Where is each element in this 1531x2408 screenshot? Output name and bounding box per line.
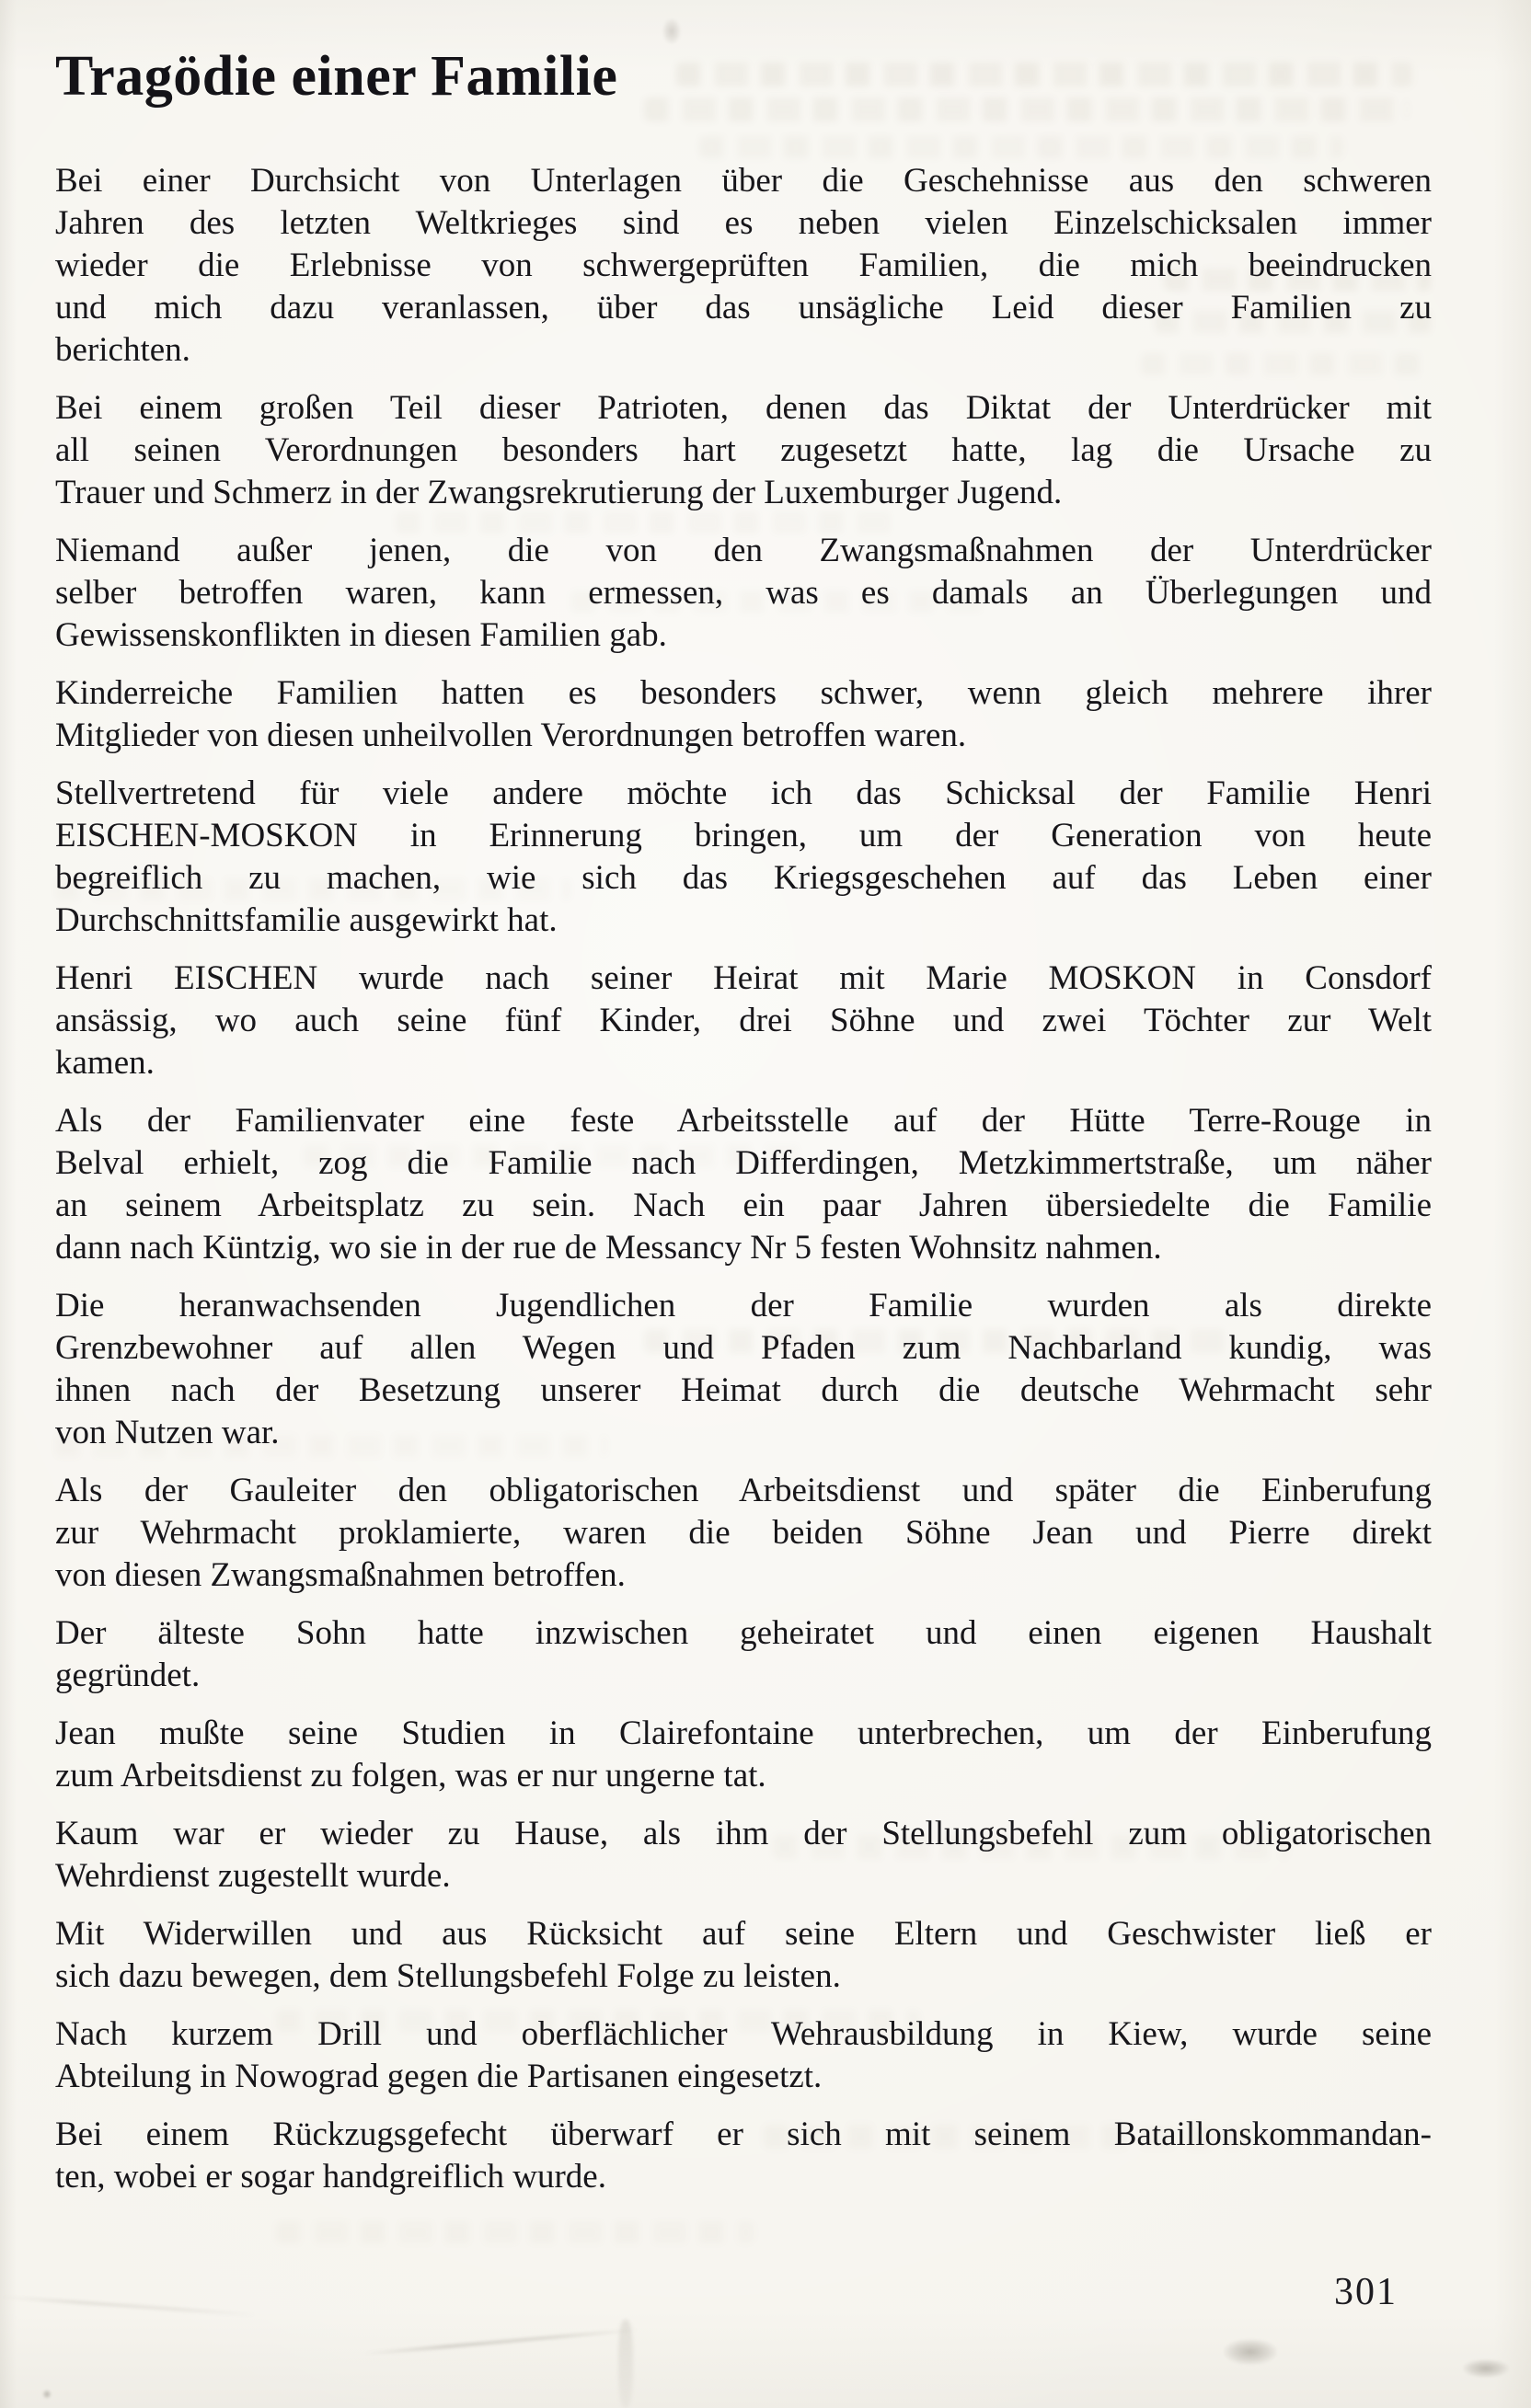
crease-mark xyxy=(0,2295,258,2317)
paragraph xyxy=(55,1913,1432,1998)
text-line: Niemand außer jenen, die von den Zwangsmaßnahmen der Unterdrücker xyxy=(55,532,1432,569)
text-line: Stellvertretend für viele andere möchte ich das Schicksal der Familie Henri xyxy=(55,774,1432,812)
paragraph xyxy=(55,1470,1432,1597)
paragraph xyxy=(55,1285,1432,1454)
text-line: Jean mußte seine Studien in Clairefontaine unterbrechen, um der Einberufung xyxy=(55,1714,1432,1752)
text-line: Der älteste Sohn hatte inzwischen geheiratet und einen eigenen Haushalt xyxy=(55,1614,1432,1652)
bleed-through-artifact xyxy=(276,2221,754,2243)
text-line: zur Wehrmacht proklamierte, waren die beiden Söhne Jean und Pierre direkt xyxy=(55,1514,1432,1552)
page-number: 301 xyxy=(1334,2271,1398,2313)
text-line: gegründet. xyxy=(55,1657,201,1694)
paragraph xyxy=(55,957,1432,1084)
text-line: zum Arbeitsdienst zu folgen, was er nur ungerne tat. xyxy=(55,1757,766,1795)
text-line: EISCHEN-MOSKON in Erinnerung bringen, um der Generation von heute xyxy=(55,817,1432,854)
text-line: Als der Gauleiter den obligatorischen Arbeitsdienst und später die Einberufung xyxy=(55,1472,1432,1509)
text-line: wieder die Erlebnisse von schwergeprüften Familien, die mich beeindrucken xyxy=(55,247,1432,284)
paragraph xyxy=(55,1713,1432,1797)
text-line: Kinderreiche Familien hatten es besonders schwer, wenn gleich mehrere ihrer xyxy=(55,674,1432,712)
text-line: Gewissenskonflikten in diesen Familien gab. xyxy=(55,616,667,654)
paragraph xyxy=(55,1612,1432,1697)
text-line: berichten. xyxy=(55,331,190,369)
text-line: sich dazu bewegen, dem Stellungsbefehl Folge zu leisten. xyxy=(55,1957,841,1995)
text-line: von Nutzen war. xyxy=(55,1414,280,1451)
smudge-mark xyxy=(662,18,681,44)
text-line: dann nach Küntzig, wo sie in der rue de Messancy Nr 5 festen Wohnsitz nahmen. xyxy=(55,1229,1162,1267)
text-line: ten, wobei er sogar handgreiflich wurde. xyxy=(55,2158,606,2196)
text-line: begreiflich zu machen, wie sich das Kriegsgeschehen auf das Leben einer xyxy=(55,859,1432,897)
paragraph xyxy=(55,530,1432,657)
paragraph xyxy=(55,1100,1432,1269)
paragraph xyxy=(55,2114,1432,2198)
text-line: Jahren des letzten Weltkrieges sind es neben vielen Einzelschicksalen immer xyxy=(55,204,1432,242)
text-line: von diesen Zwangsmaßnahmen betroffen. xyxy=(55,1556,626,1594)
pencil-mark xyxy=(618,2320,633,2408)
text-block xyxy=(55,46,1432,2214)
text-line: Mit Widerwillen und aus Rücksicht auf seine Eltern und Geschwister ließ er xyxy=(55,1915,1432,1953)
text-line: Mitglieder von diesen unheilvollen Verordnungen betroffen waren. xyxy=(55,717,967,754)
paragraph xyxy=(55,160,1432,372)
text-line: und mich dazu veranlassen, über das unsägliche Leid dieser Familien zu xyxy=(55,289,1432,327)
text-line: Trauer und Schmerz in der Zwangsrekrutierung der Luxemburger Jugend. xyxy=(55,474,1063,511)
paragraph-container xyxy=(55,160,1432,2198)
smudge-mark xyxy=(42,2390,52,2399)
text-line: selber betroffen waren, kann ermessen, was es damals an Überlegungen und xyxy=(55,574,1432,612)
text-line: ihnen nach der Besetzung unserer Heimat durch die deutsche Wehrmacht sehr xyxy=(55,1371,1432,1409)
text-line: Kaum war er wieder zu Hause, als ihm der Stellungsbefehl zum obligatorischen xyxy=(55,1815,1432,1852)
smudge-mark xyxy=(1224,2339,1277,2365)
text-line: Als der Familienvater eine feste Arbeitsstelle auf der Hütte Terre-Rouge in xyxy=(55,1102,1432,1140)
paragraph xyxy=(55,2013,1432,2098)
smudge-mark xyxy=(1463,2359,1509,2378)
paragraph xyxy=(55,773,1432,942)
text-line: Bei einem Rückzugsgefecht überwarf er sich mit seinem Bataillonskommandan- xyxy=(55,2116,1432,2153)
text-line: Grenzbewohner auf allen Wegen und Pfaden zum Nachbarland kundig, was xyxy=(55,1329,1432,1367)
pencil-mark xyxy=(363,2328,639,2356)
paragraph xyxy=(55,1813,1432,1898)
text-line: all seinen Verordnungen besonders hart zugesetzt hatte, lag die Ursache zu xyxy=(55,431,1432,469)
page-title: Tragödie einer Familie xyxy=(55,45,618,108)
text-line: Abteilung in Nowograd gegen die Partisanen eingesetzt. xyxy=(55,2058,823,2095)
text-line: Bei einem großen Teil dieser Patrioten, denen das Diktat der Unterdrücker mit xyxy=(55,389,1432,427)
text-line: Bei einer Durchsicht von Unterlagen über die Geschehnisse aus den schweren xyxy=(55,162,1432,200)
paragraph xyxy=(55,672,1432,757)
text-line: Durchschnittsfamilie ausgewirkt hat. xyxy=(55,901,558,939)
text-line: Henri EISCHEN wurde nach seiner Heirat mit Marie MOSKON in Consdorf xyxy=(55,959,1432,997)
text-line: an seinem Arbeitsplatz zu sein. Nach ein paar Jahren übersiedelte die Familie xyxy=(55,1187,1432,1224)
paragraph xyxy=(55,387,1432,514)
text-line: Die heranwachsenden Jugendlichen der Familie wurden als direkte xyxy=(55,1287,1432,1324)
text-line: Belval erhielt, zog die Familie nach Differdingen, Metzkimmertstraße, um näher xyxy=(55,1144,1432,1182)
text-line: Wehrdienst zugestellt wurde. xyxy=(55,1857,451,1895)
text-line: kamen. xyxy=(55,1044,155,1082)
text-line: Nach kurzem Drill und oberflächlicher Wehrausbildung in Kiew, wurde seine xyxy=(55,2015,1432,2053)
text-line: ansässig, wo auch seine fünf Kinder, drei Söhne und zwei Töchter zur Welt xyxy=(55,1002,1432,1039)
